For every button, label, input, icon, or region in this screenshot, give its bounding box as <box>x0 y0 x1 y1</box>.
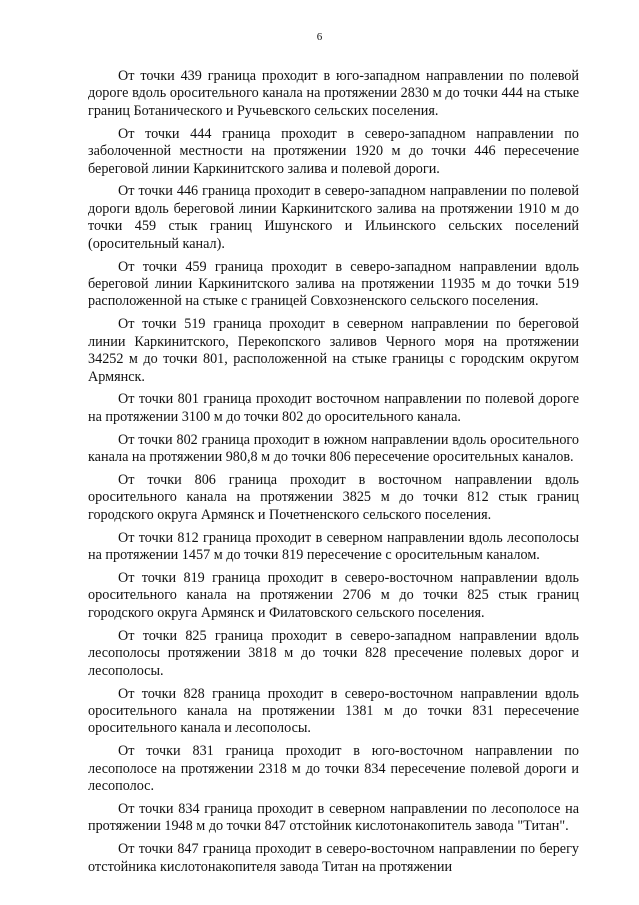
paragraph: От точки 847 граница проходит в северо-восточном направлении по берегу отстойника кислотонакопителя завода Титан на протяжении <box>88 841 579 875</box>
paragraph: От точки 831 граница проходит в юго-восточном направлении по лесополосе на протяжении 2318 м до точки 834 пересечение полевой дороги и лесополос. <box>88 743 579 795</box>
paragraph: От точки 819 граница проходит в северо-восточном направлении вдоль оросительного канала на протяжении 2706 м до точки 825 стык границ городского округа Армянск и Филатовского сельского поселения. <box>88 570 579 621</box>
paragraph: От точки 439 граница проходит в юго-западном направлении по полевой дороге вдоль оросительного канала на протяжении 2830 м до точки 444 на стыке границ Ботанического и Ручьевского сельских поселения. <box>88 68 579 119</box>
document-body <box>88 68 579 882</box>
page-number: 6 <box>316 31 323 43</box>
paragraph: От точки 812 граница проходит в северном направлении вдоль лесополосы на протяжении 1457 м до точки 819 пересечение с оросительным каналом. <box>88 529 579 564</box>
paragraph: От точки 459 граница проходит в северо-западном направлении вдоль береговой линии Каркинитского залива на протяжении 11935 м до точки 519 расположенной на стыке с границей Совхозненского сельского поселения. <box>88 258 579 310</box>
paragraph: От точки 825 граница проходит в северо-западном направлении вдоль лесополосы протяжении 3818 м до точки 828 пресечение полевых дорог и лесополосы. <box>88 627 579 679</box>
paragraph: От точки 806 граница проходит в восточном направлении вдоль оросительного канала на протяжении 3825 м до точки 812 стык границ городского округа Армянск и Почетненского сельского поселения. <box>88 472 579 523</box>
paragraph: От точки 834 граница проходит в северном направлении по лесополосе на протяжении 1948 м до точки 847 отстойник кислотонакопитель завода "Титан". <box>88 800 579 835</box>
paragraph: От точки 801 граница проходит восточном направлении по полевой дороге на протяжении 3100 м до точки 802 до оросительного канала. <box>88 391 579 425</box>
paragraph: От точки 444 граница проходит в северо-западном направлении по заболоченной местности на протяжении 1920 м до точки 446 пересечение береговой линии Каркинитского залива и полевой дороги. <box>88 125 579 177</box>
paragraph: От точки 802 граница проходит в южном направлении вдоль оросительного канала на протяжении 980,8 м до точки 806 пересечение оросительных каналов. <box>88 431 579 466</box>
paragraph: От точки 519 граница проходит в северном направлении по береговой линии Каркинитского, Перекопского заливов Черного моря на протяжении 34252 м до точки 801, расположенной на стыке границы с городским округом Армянск. <box>88 316 579 385</box>
paragraph: От точки 828 граница проходит в северо-восточном направлении вдоль оросительного канала на протяжении 1381 м до точки 831 пересечение оросительного канала и лесополосы. <box>88 685 579 737</box>
paragraph: От точки 446 граница проходит в северо-западном направлении по полевой дороги вдоль береговой линии Каркинитского залива на протяжении 1910 м до точки 459 стык границ Ишунского и Ильинского сельских поселений (оросительный канал). <box>88 183 579 252</box>
